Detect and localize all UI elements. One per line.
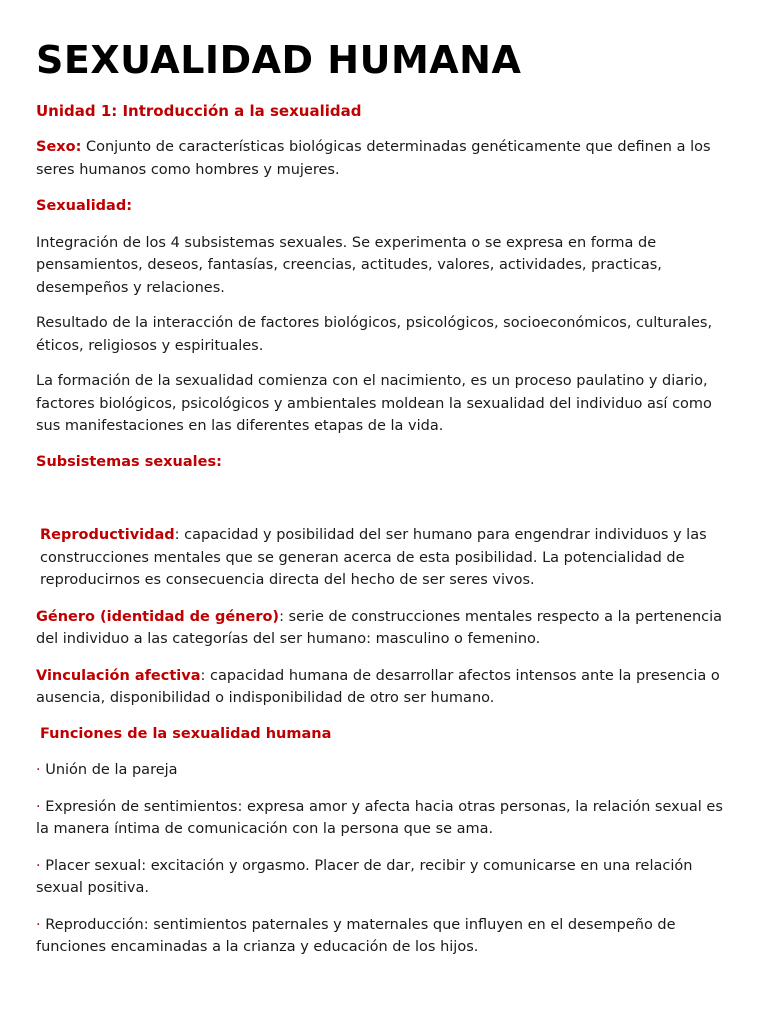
funcion-item <box>36 796 736 841</box>
funcion-item <box>36 759 736 782</box>
subsistema-term: Reproductividad <box>40 527 175 543</box>
bullet-dot-icon: · <box>36 762 41 778</box>
subsistema-term: Vinculación afectiva <box>36 667 201 684</box>
sexo-term: Sexo: <box>36 139 82 155</box>
funcion-item <box>36 914 736 959</box>
subsistema-reproductividad <box>36 524 736 592</box>
subsistema-text: : capacidad y posibilidad del ser humano para engendrar individuos y las construcciones mentales que se generan acerca de esta posibilidad. La potencialidad de reproducirnos es consecuencia directa del hecho de ser seres vivos. <box>40 527 707 588</box>
subsistema-text: : capacidad humana de desarrollar afectos intensos ante la presencia o ausencia, disponibilidad o indisponibilidad de otro ser humano. <box>36 667 720 706</box>
unit-heading: Unidad 1: Introducción a la sexualidad <box>36 102 362 120</box>
subsistemas-heading: Subsistemas sexuales: <box>36 453 222 470</box>
sexo-text: Conjunto de características biológicas determinadas genéticamente que definen a los seres humanos como hombres y mujeres. <box>36 139 711 178</box>
bullet-dot-icon: · <box>36 857 41 874</box>
funcion-text: Unión de la pareja <box>40 762 178 778</box>
funciones-heading: Funciones de la sexualidad humana <box>40 725 332 742</box>
sexualidad-heading: Sexualidad: <box>36 198 133 214</box>
subsistema-text: : serie de construcciones mentales respecto a la pertenencia del individuo a las categorías del ser humano: masculino o femenino. <box>36 608 723 647</box>
funcion-text: Expresión de sentimientos: expresa amor y afecta hacia otras personas, la relación sexual es la manera íntima de comunicación con la persona que se ama. <box>36 798 723 837</box>
bullet-dot-icon: · <box>36 916 41 933</box>
subsistema-genero <box>36 606 736 651</box>
funcion-text: Placer sexual: excitación y orgasmo. Placer de dar, recibir y comunicarse en una relación sexual positiva. <box>36 857 693 896</box>
funcion-text: Reproducción: sentimientos paternales y maternales que influyen en el desempeño de funciones encaminadas a la crianza y educación de los hijos. <box>36 916 676 955</box>
document-page <box>36 36 736 959</box>
sexualidad-paragraph-2: Resultado de la interacción de factores biológicos, psicológicos, socioeconómicos, culturales, éticos, religiosos y espirituales. <box>36 315 713 354</box>
page-title: SEXUALIDAD HUMANA <box>36 38 522 82</box>
subsistema-vinculacion <box>36 665 736 710</box>
subsistema-term: Género (identidad de género) <box>36 608 280 625</box>
bullet-dot-icon: · <box>36 798 41 815</box>
sexualidad-paragraph-1: Integración de los 4 subsistemas sexuales. Se experimenta o se expresa en forma de pensamientos, deseos, fantasías, creencias, actitudes, valores, actividades, practicas, desempeños y relaciones. <box>36 234 662 296</box>
sexualidad-paragraph-3: La formación de la sexualidad comienza con el nacimiento, es un proceso paulatino y diario, factores biológicos, psicológicos y ambientales moldean la sexualidad del individuo así como sus manifestaciones en las diferentes etapas de la vida. <box>36 373 712 434</box>
funcion-item <box>36 855 736 900</box>
sexo-definition <box>36 136 736 181</box>
